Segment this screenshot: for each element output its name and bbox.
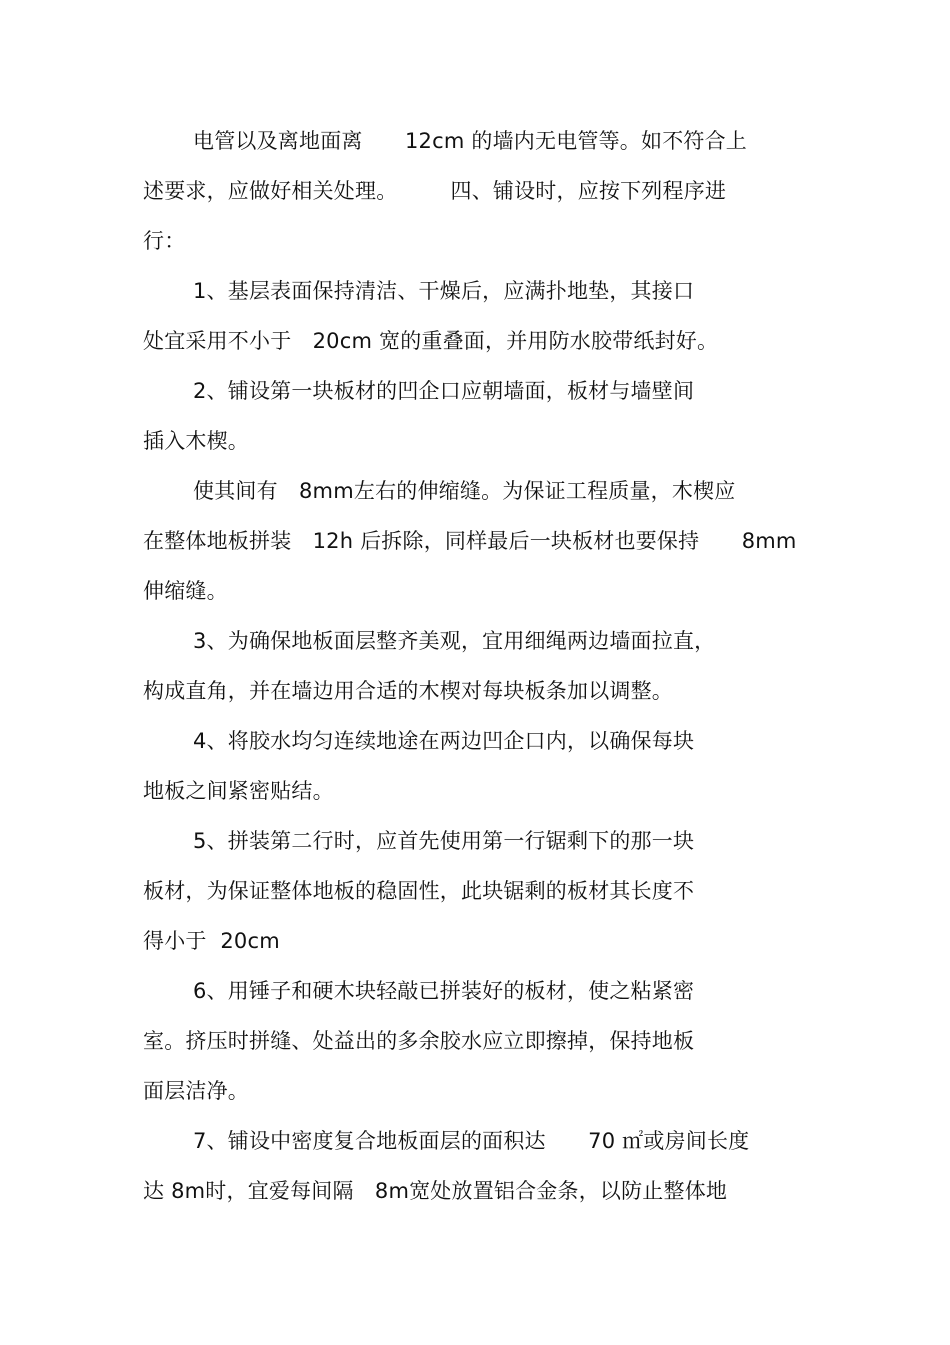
text-line: 构成直角，并在墙边用合适的木楔对每块板条加以调整。 — [143, 679, 673, 703]
text-line: 5、拼装第二行时，应首先使用第一行锯剩下的那一块 — [193, 829, 695, 853]
text-line: 室。挤压时拼缝、处益出的多余胶水应立即擦掉，保持地板 — [143, 1029, 695, 1053]
text-line: 行： — [143, 229, 186, 253]
text-line: 使其间有 8mm左右的伸缩缝。为保证工程质量，木楔应 — [193, 479, 736, 503]
text-line: 面层洁净。 — [143, 1079, 249, 1103]
text-line: 得小于 20cm — [143, 929, 280, 953]
text-line: 述要求，应做好相关处理。 四、铺设时，应按下列程序进 — [143, 179, 727, 203]
text-line: 在整体地板拼装 12h 后拆除，同样最后一块板材也要保持 8mm — [143, 529, 797, 553]
text-line: 7、铺设中密度复合地板面层的面积达 70 ㎡或房间长度 — [193, 1129, 750, 1153]
text-line: 6、用锤子和硬木块轻敲已拼装好的板材，使之粘紧密 — [193, 979, 695, 1003]
text-line: 插入木楔。 — [143, 429, 249, 453]
text-line: 达 8m时，宜爱每间隔 8m宽处放置铝合金条，以防止整体地 — [143, 1179, 728, 1203]
text-line: 板材，为保证整体地板的稳固性，此块锯剩的板材其长度不 — [143, 879, 695, 903]
text-line: 电管以及离地面离 12cm 的墙内无电管等。如不符合上 — [193, 129, 747, 153]
text-line: 2、铺设第一块板材的凹企口应朝墙面，板材与墙壁间 — [193, 379, 695, 403]
text-line: 处宜采用不小于 20cm 宽的重叠面，并用防水胶带纸封好。 — [143, 329, 719, 353]
text-line: 4、将胶水均匀连续地途在两边凹企口内，以确保每块 — [193, 729, 695, 753]
text-line: 地板之间紧密贴结。 — [143, 779, 334, 803]
text-line: 1、基层表面保持清洁、干燥后，应满扑地垫，其接口 — [193, 279, 695, 303]
text-line: 3、为确保地板面层整齐美观，宜用细绳两边墙面拉直， — [193, 629, 716, 653]
text-line: 伸缩缝。 — [143, 579, 228, 603]
